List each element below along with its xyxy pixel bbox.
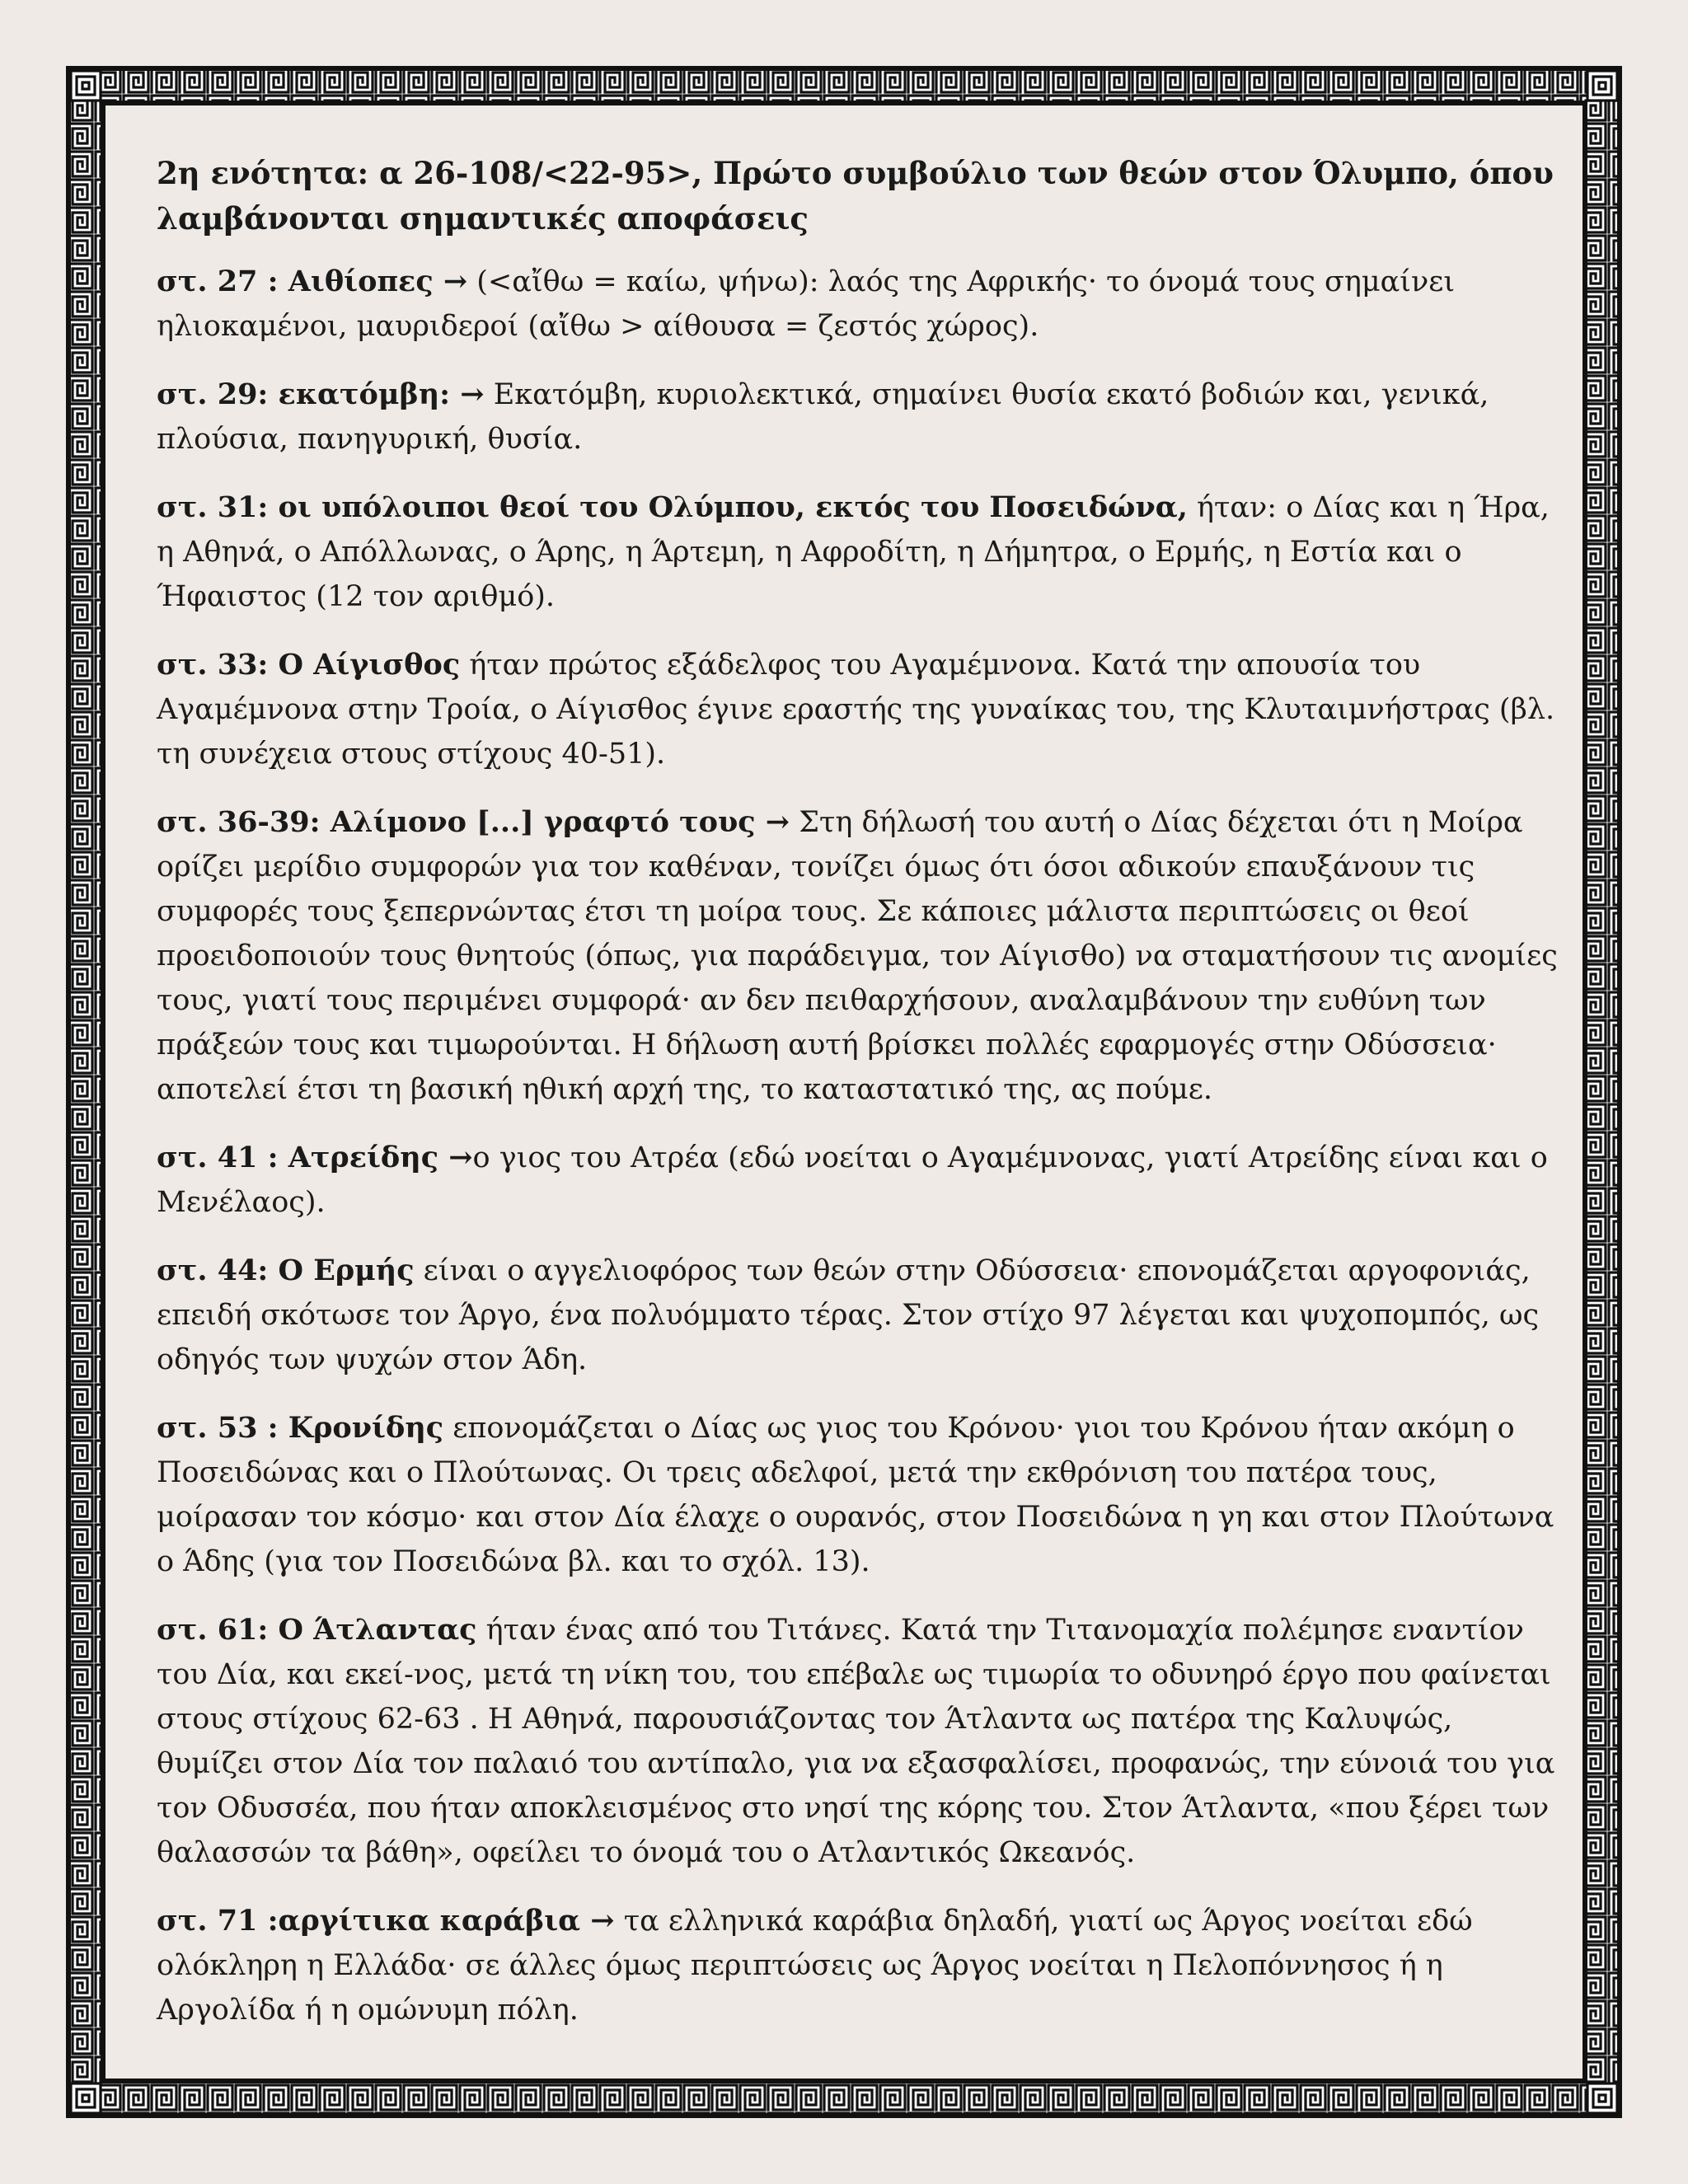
note-heading: στ. 44: Ο Ερμής: [157, 1254, 415, 1287]
note-text: τα ελληνικά καράβια δηλαδή, γιατί ως Άργος νοείται εδώ ολόκληρη η Ελλάδα· σε άλλες όμως περιπτώσεις ως Άργος νοείται η Πελοπόννησος ή η Αργολίδα ή η ομώνυμη πόλη.: [157, 1905, 1473, 2027]
section-title: 2η ενότητα: α 26-108/<22-95>, Πρώτο συμβούλιο των θεών στον Όλυμπο, όπου λαμβάνονται σημαντικές αποφάσεις: [157, 155, 1554, 237]
note-heading: στ. 27 : Αιθίοπες →: [157, 265, 468, 298]
note-heading: στ. 33: Ο Αίγισθος: [157, 648, 461, 682]
note-line-29: [157, 373, 1558, 462]
note-text: (<αἴθω = καίω, ψήνω): λαός της Αφρικής· το όνομά τους σημαίνει ηλιοκαμένοι, μαυριδεροί (αἴθω > αίθουσα = ζεστός χώρος).: [157, 265, 1456, 343]
note-text: ο γιος του Ατρέα (εδώ νοείται ο Αγαμέμνονας, γιατί Ατρείδης είναι και ο Μενέλαος).: [157, 1141, 1548, 1219]
document-body: [157, 151, 1558, 2056]
note-line-53: [157, 1406, 1558, 1584]
note-text: είναι ο αγγελιοφόρος των θεών στην Οδύσσεια· επονομάζεται αργοφονιάς, επειδή σκότωσε τον Άργο, ένα πολυόμματο τέρας. Στον στίχο 97 λέγεται και ψυχοπομπός, ως οδηγός των ψυχών στον Άδη.: [157, 1254, 1540, 1376]
note-line-61: [157, 1608, 1558, 1875]
note-line-31: [157, 485, 1558, 619]
note-line-27: [157, 260, 1558, 349]
note-heading: στ. 71 :αργίτικα καράβια →: [157, 1904, 615, 1938]
note-text: ήταν πρώτος εξάδελφος του Αγαμέμνονα. Κατά την απουσία του Αγαμέμνονα στην Τροία, ο Αίγισθος έγινε εραστής της γυναίκας του, της Κλυταιμνήστρας (βλ. τη συνέχεια στους στίχους 40-51).: [157, 649, 1555, 771]
note-heading: στ. 29: εκατόμβη: →: [157, 377, 485, 411]
note-text: Στη δήλωσή του αυτή ο Δίας δέχεται ότι η Μοίρα ορίζει μερίδιο συμφορών για τον καθέναν, τονίζει όμως ότι όσοι αδικούν επαυξάνουν τις συμφορές τους ξεπερνώντας έτσι τη μοίρα τους. Σε κάποιες μάλιστα περιπτώσεις οι θεοί προειδοποιούν τους θνητούς (όπως, για παράδειγμα, τον Αίγισθο) να σταματήσουν τις ανομίες τους, γιατί τους περιμένει συμφορά· αν δεν πειθαρχήσουν, αναλαμβάνουν την ευθύνη των πράξεών τους και τιμωρούνται. Η δήλωση αυτή βρίσκει πολλές εφαρμογές στην Οδύσσεια· αποτελεί έτσι τη βασική ηθική αρχή της, το καταστατικό της, ας πούμε.: [157, 806, 1558, 1106]
note-text: ήταν ένας από του Τιτάνες. Κατά την Τιτανομαχία πολέμησε εναντίον του Δία, και εκεί-νος, μετά τη νίκη του, του επέβαλε ως τιμωρία το οδυνηρό έργο που φαίνεται στους στίχους 62-63 . Η Αθηνά, παρουσιάζοντας τον Άτλαντα ως πατέρα της Καλυψώς, θυμίζει στον Δία τον παλαιό του αντίπαλο, για να εξασφαλίσει, προφανώς, την εύνοιά του για τον Οδυσσέα, που ήταν αποκλεισμένος στο νησί της κόρης του. Στον Άτλαντα, «που ξέρει των θαλασσών τα βάθη», οφείλει το όνομά του ο Ατλαντικός Ωκεανός.: [157, 1614, 1555, 1869]
note-heading: στ. 36-39: Αλίμονο [...] γραφτό τους →: [157, 805, 790, 839]
note-heading: στ. 53 : Κρονίδης: [157, 1411, 444, 1445]
note-text: επονομάζεται ο Δίας ως γιος του Κρόνου· γιοι του Κρόνου ήταν ακόμη ο Ποσειδώνας και ο Πλούτωνας. Οι τρεις αδελφοί, μετά την εκθρόνιση του πατέρα τους, μοίρασαν τον κόσμο· και στον Δία έλαχε ο ουρανός, στον Ποσειδώνα η γη και στον Πλούτωνα ο Άδης (για τον Ποσειδώνα βλ. και το σχόλ. 13).: [157, 1412, 1554, 1578]
note-line-71: [157, 1899, 1558, 2032]
note-heading: στ. 31: οι υπόλοιποι θεοί του Ολύμπου, εκτός του Ποσειδώνα,: [157, 490, 1188, 524]
note-line-41: [157, 1136, 1558, 1225]
note-line-36-39: [157, 800, 1558, 1112]
note-text: Εκατόμβη, κυριολεκτικά, σημαίνει θυσία εκατό βοδιών και, γενικά, πλούσια, πανηγυρική, θυσία.: [157, 378, 1489, 456]
note-line-33: [157, 643, 1558, 776]
note-heading: στ. 41 : Ατρείδης →: [157, 1141, 473, 1174]
note-heading: στ. 61: Ο Άτλαντας: [157, 1613, 477, 1647]
note-text: ήταν: ο Δίας και η Ήρα, η Αθηνά, ο Απόλλωνας, ο Άρης, η Άρτεμη, η Αφροδίτη, η Δήμητρα, ο Ερμής, η Εστία και ο Ήφαιστος (12 τον αριθμό).: [157, 491, 1550, 613]
note-line-44: [157, 1249, 1558, 1382]
